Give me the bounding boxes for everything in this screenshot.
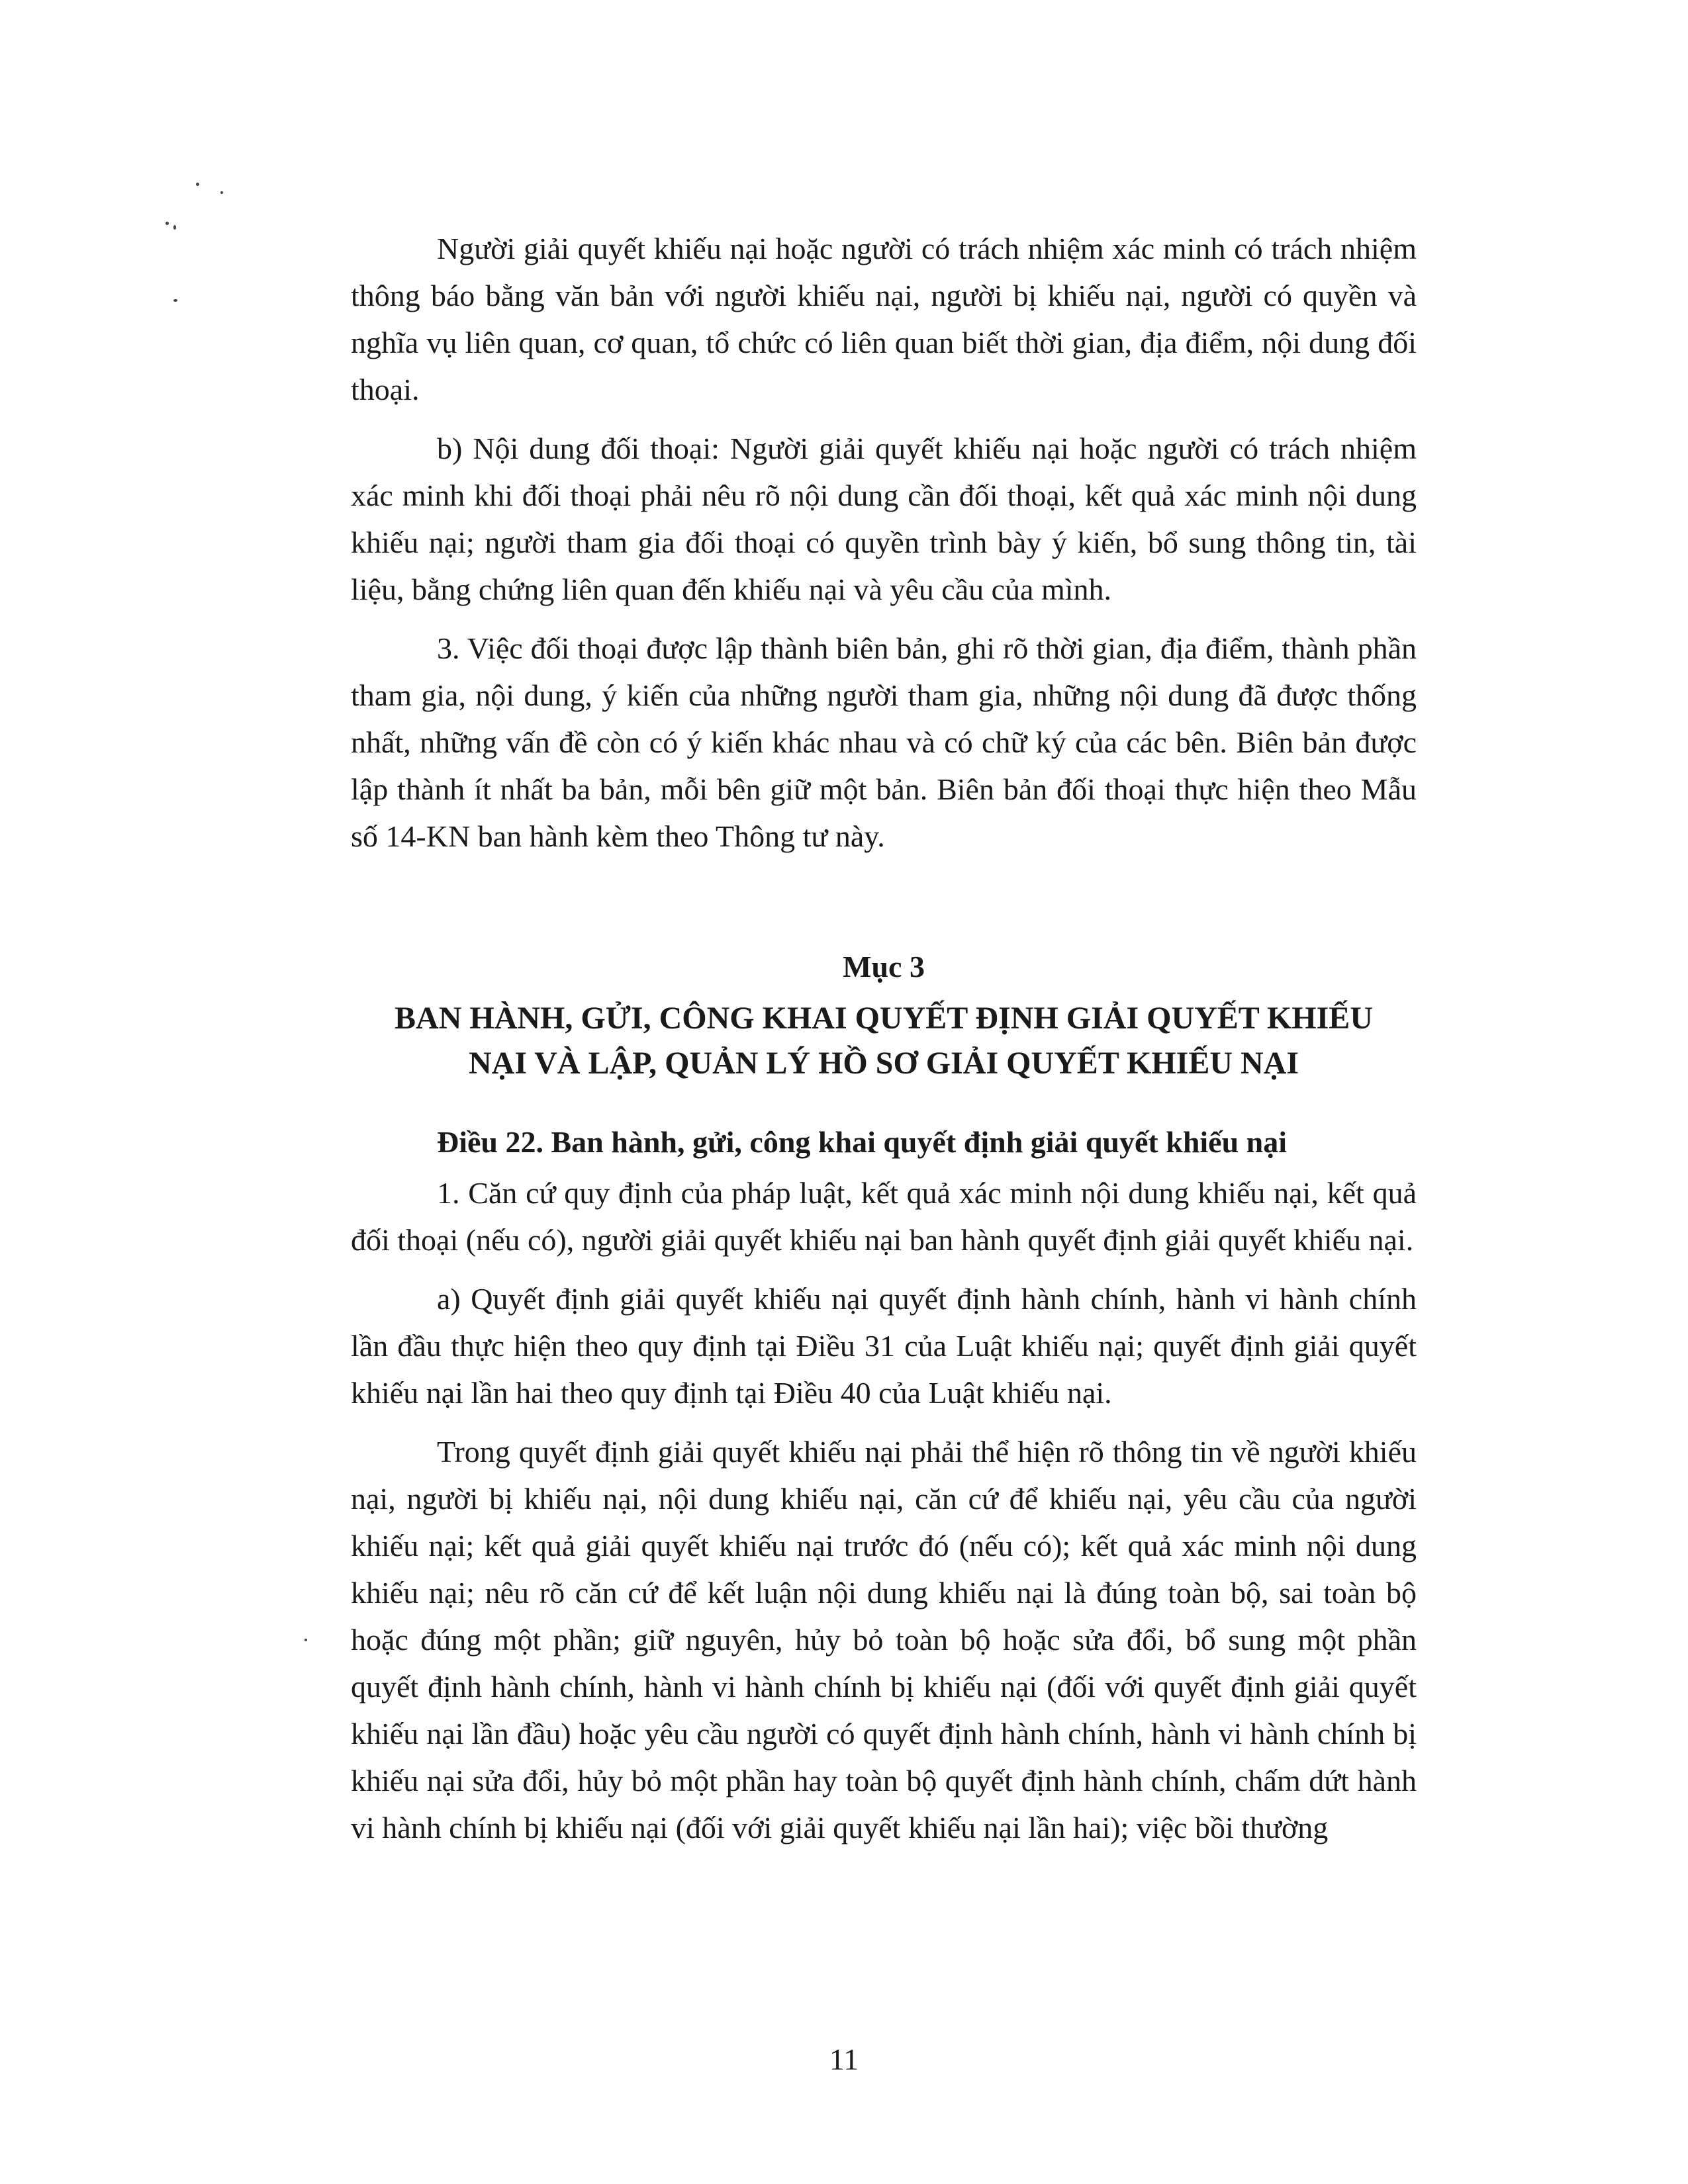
section-number: Mục 3: [843, 950, 925, 983]
scan-speck: [220, 191, 223, 194]
paragraph: Người giải quyết khiếu nại hoặc người có trách nhiệm xác minh có trách nhiệm thông báo bằng văn bản với người khiếu nại, người bị khiếu nại, người có quyền và nghĩa vụ liên quan, cơ quan, tổ chức có liên quan biết thời gian, địa điểm, nội dung đối thoại.: [351, 232, 1417, 406]
scan-speck: [305, 1639, 307, 1641]
paragraph: a) Quyết định giải quyết khiếu nại quyết định hành chính, hành vi hành chính lần đầu thực hiện theo quy định tại Điều 31 của Luật khiếu nại; quyết định giải quyết khiếu nại lần hai theo quy định tại Điều 40 của Luật khiếu nại.: [351, 1282, 1417, 1410]
section-title-line: NẠI VÀ LẬP, QUẢN LÝ HỒ SƠ GIẢI QUYẾT KHIẾU NẠI: [469, 1046, 1299, 1081]
document-page: [351, 225, 1417, 1863]
paragraph: b) Nội dung đối thoại: Người giải quyết khiếu nại hoặc người có trách nhiệm xác minh khi đối thoại phải nêu rõ nội dung cần đối thoại, kết quả xác minh nội dung khiếu nại; người tham gia đối thoại có quyền trình bày ý kiến, bổ sung thông tin, tài liệu, bằng chứng liên quan đến khiếu nại và yêu cầu của mình.: [351, 432, 1417, 606]
paragraph: 3. Việc đối thoại được lập thành biên bản, ghi rõ thời gian, địa điểm, thành phần tham gia, nội dung, ý kiến của những người tham gia, những nội dung đã được thống nhất, những vấn đề còn có ý kiến khác nhau và có chữ ký của các bên. Biên bản được lập thành ít nhất ba bản, mỗi bên giữ một bản. Biên bản đối thoại thực hiện theo Mẫu số 14-KN ban hành kèm theo Thông tư này.: [351, 631, 1417, 853]
scan-speck: [173, 225, 176, 230]
paragraph: 1. Căn cứ quy định của pháp luật, kết quả xác minh nội dung khiếu nại, kết quả đối thoại (nếu có), người giải quyết khiếu nại ban hành quyết định giải quyết khiếu nại.: [351, 1176, 1417, 1257]
article-heading: Điều 22. Ban hành, gửi, công khai quyết định giải quyết khiếu nại: [437, 1125, 1288, 1159]
paragraph: Trong quyết định giải quyết khiếu nại phải thể hiện rõ thông tin về người khiếu nại, người bị khiếu nại, nội dung khiếu nại, căn cứ để khiếu nại, yêu cầu của người khiếu nại; kết quả giải quyết khiếu nại trước đó (nếu có); kết quả xác minh nội dung khiếu nại; nêu rõ căn cứ để kết luận nội dung khiếu nại là đúng toàn bộ, sai toàn bộ hoặc đúng một phần; giữ nguyên, hủy bỏ toàn bộ hoặc sửa đổi, bổ sung một phần quyết định hành chính, hành vi hành chính bị khiếu nại (đối với quyết định giải quyết khiếu nại lần đầu) hoặc yêu cầu người có quyết định hành chính, hành vi hành chính bị khiếu nại sửa đổi, hủy bỏ một phần hay toàn bộ quyết định hành chính, chấm dứt hành vi hành chính bị khiếu nại (đối với giải quyết khiếu nại lần hai); việc bồi thường: [351, 1435, 1417, 1844]
scan-speck: [196, 183, 199, 186]
page-number: 11: [829, 2042, 859, 2076]
scan-speck: [173, 299, 177, 302]
section-title: [351, 996, 1417, 1086]
section-title-line: BAN HÀNH, GỬI, CÔNG KHAI QUYẾT ĐỊNH GIẢI QUYẾT KHIẾU: [395, 1001, 1373, 1036]
scan-speck: [165, 222, 169, 225]
